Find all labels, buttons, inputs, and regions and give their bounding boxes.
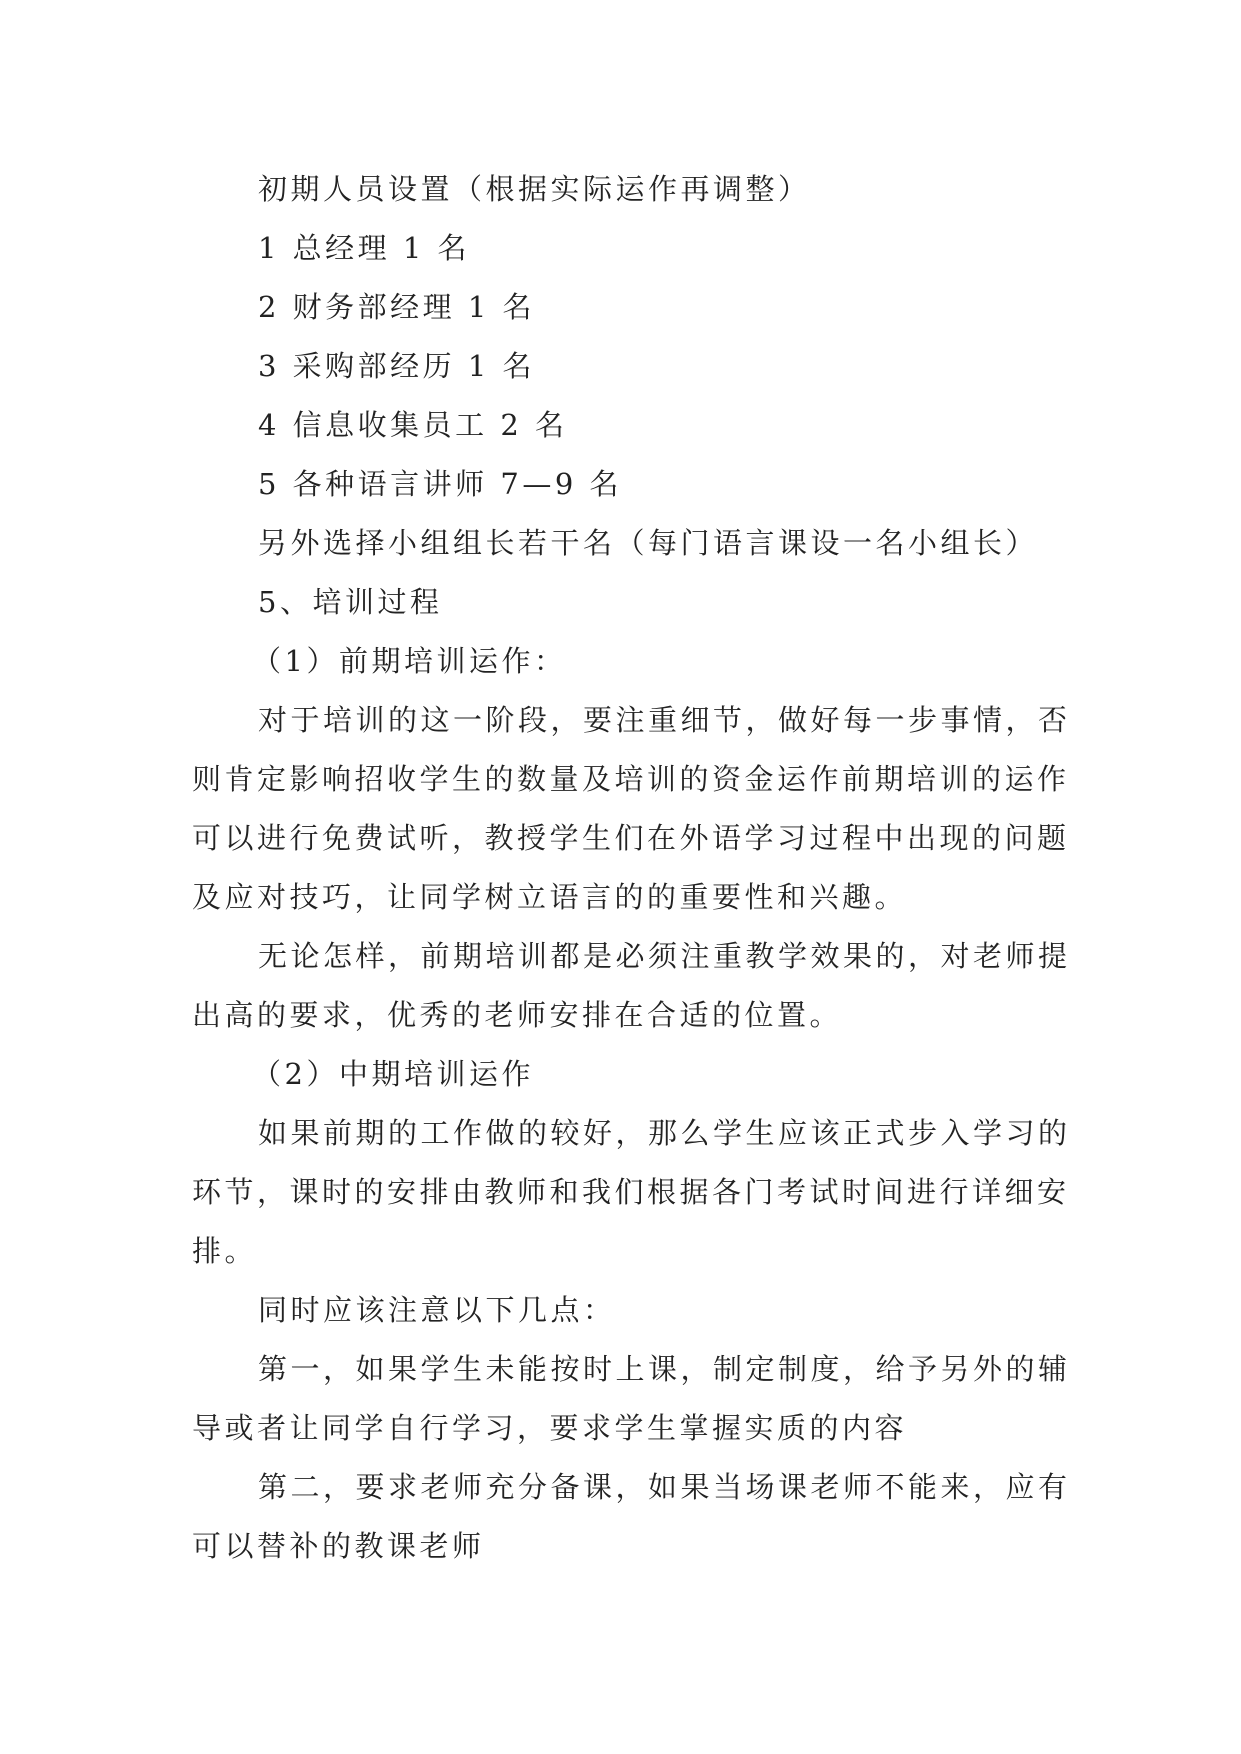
paragraph-early-training-quality: 无论怎样，前期培训都是必须注重教学效果的，对老师提出高的要求，优秀的老师安排在合适的位置。 [192,939,1071,1032]
paragraph-staff-2: 2 财务部经理 1 名 [258,290,536,324]
section-heading-training-process: 5、培训过程 [258,585,443,619]
document-body [192,160,1072,1576]
paragraph-staff-5: 5 各种语言讲师 7—9 名 [258,467,623,501]
paragraph-early-training-detail: 对于培训的这一阶段，要注重细节，做好每一步事情，否则肯定影响招收学生的数量及培训的资金运作前期培训的运作可以进行免费试听，教授学生们在外语学习过程中出现的问题及应对技巧，让同学树立语言的的重要性和兴趣。 [192,703,1071,914]
paragraph-group-leaders: 另外选择小组组长若干名（每门语言课设一名小组长） [258,526,1039,560]
paragraph-note-second: 第二，要求老师充分备课，如果当场课老师不能来，应有可以替补的教课老师 [192,1470,1071,1563]
paragraph-notes-intro: 同时应该注意以下几点： [258,1293,616,1327]
paragraph-staffing-title: 初期人员设置（根据实际运作再调整） [258,172,811,206]
paragraph-staff-3: 3 采购部经历 1 名 [258,349,536,383]
subheading-early-training: （1）前期培训运作： [252,644,567,678]
paragraph-mid-training-detail: 如果前期的工作做的较好，那么学生应该正式步入学习的环节，课时的安排由教师和我们根据各门考试时间进行详细安排。 [192,1116,1071,1268]
paragraph-note-first: 第一，如果学生未能按时上课，制定制度，给予另外的辅导或者让同学自行学习，要求学生掌握实质的内容 [192,1352,1071,1445]
paragraph-staff-1: 1 总经理 1 名 [258,231,471,265]
subheading-mid-training: （2）中期培训运作 [252,1057,534,1091]
paragraph-staff-4: 4 信息收集员工 2 名 [258,408,568,442]
